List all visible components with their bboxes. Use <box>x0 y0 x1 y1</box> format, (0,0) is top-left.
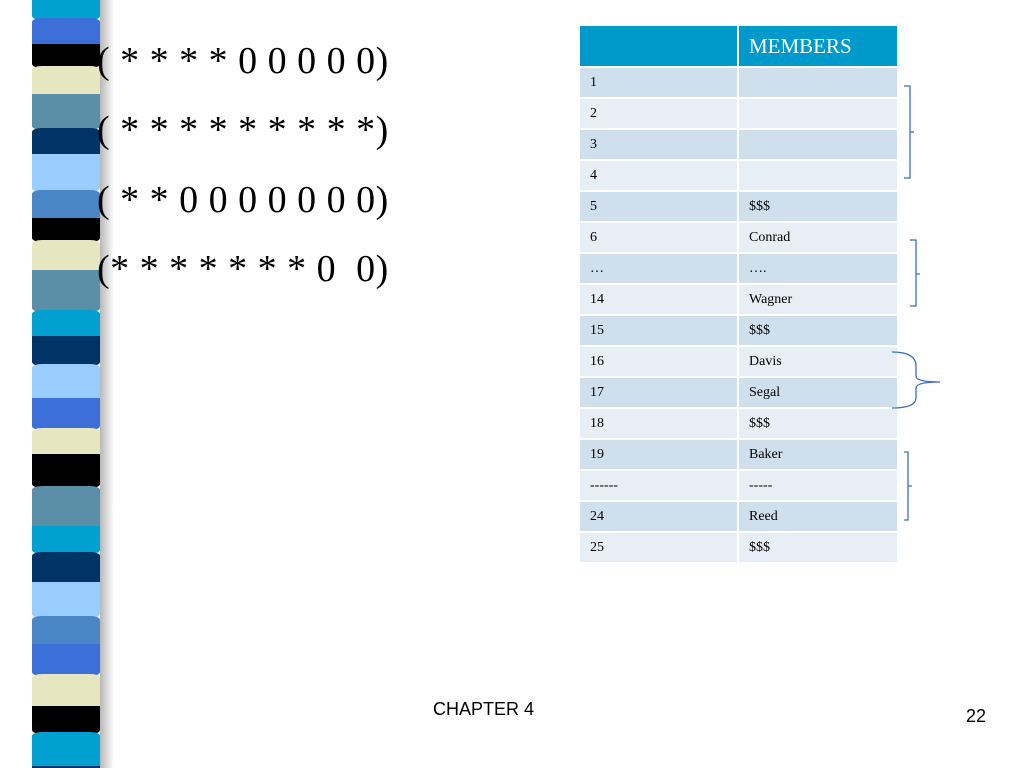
stripe-band <box>32 674 100 708</box>
member-name-cell <box>738 67 898 98</box>
members-table <box>580 26 899 562</box>
decorative-stripe <box>32 0 100 768</box>
header-cell-members: MEMBERS <box>738 26 898 67</box>
grouping-brace <box>904 86 914 178</box>
member-name-cell: Reed <box>738 501 898 532</box>
member-name-cell: Davis <box>738 346 898 377</box>
member-name-cell: …. <box>738 253 898 284</box>
table-row <box>580 222 898 253</box>
table-row <box>580 160 898 191</box>
table-row <box>580 191 898 222</box>
grouping-brace <box>910 240 920 306</box>
row-number-cell: 16 <box>580 346 738 377</box>
row-number-cell: 24 <box>580 501 738 532</box>
stripe-band <box>32 270 100 312</box>
stripe-band <box>32 310 100 338</box>
member-name-cell: Baker <box>738 439 898 470</box>
row-number-cell: … <box>580 253 738 284</box>
stripe-band <box>32 18 100 46</box>
row-number-cell: 1 <box>580 67 738 98</box>
table-header-row <box>580 26 898 67</box>
code-line: ( * * 0 0 0 0 0 0 0) <box>97 178 389 221</box>
grouping-brace <box>904 452 912 520</box>
member-name-cell: Segal <box>738 377 898 408</box>
code-line: (* * * * * * * 0 0) <box>97 247 389 290</box>
stripe-band <box>32 240 100 272</box>
row-number-cell: 17 <box>580 377 738 408</box>
stripe-band <box>32 706 100 734</box>
row-number-cell: 6 <box>580 222 738 253</box>
stripe-band <box>32 644 100 676</box>
table-row <box>580 408 898 439</box>
stripe-band <box>32 486 100 528</box>
stripe-band <box>32 582 100 618</box>
table-row <box>580 377 898 408</box>
stripe-band <box>32 154 100 192</box>
row-group-braces <box>880 70 960 540</box>
table-row <box>580 253 898 284</box>
stripe-band <box>32 428 100 456</box>
stripe-band <box>32 336 100 366</box>
member-name-cell: Wagner <box>738 284 898 315</box>
table-row <box>580 284 898 315</box>
header-cell-number <box>580 26 738 67</box>
table-row <box>580 129 898 160</box>
stripe-band <box>32 128 100 156</box>
table-row <box>580 470 898 501</box>
stripe-band <box>32 364 100 400</box>
table-row <box>580 346 898 377</box>
stripe-band <box>32 526 100 554</box>
table-row <box>580 315 898 346</box>
table-body <box>580 67 898 562</box>
stripe-band <box>32 454 100 488</box>
member-name-cell: Conrad <box>738 222 898 253</box>
table-row <box>580 439 898 470</box>
row-number-cell: 2 <box>580 98 738 129</box>
member-name-cell <box>738 129 898 160</box>
member-name-cell <box>738 160 898 191</box>
stripe-band <box>32 94 100 130</box>
row-number-cell: 15 <box>580 315 738 346</box>
member-name-cell: $$$ <box>738 191 898 222</box>
stripe-band <box>32 0 100 20</box>
stripe-band <box>32 218 100 242</box>
row-number-cell: 25 <box>580 532 738 562</box>
grouping-brace <box>892 352 940 408</box>
stripe-band <box>32 552 100 584</box>
row-number-cell: 19 <box>580 439 738 470</box>
row-number-cell: 18 <box>580 408 738 439</box>
member-name-cell: $$$ <box>738 532 898 562</box>
row-number-cell: 14 <box>580 284 738 315</box>
stripe-band <box>32 616 100 646</box>
row-number-cell: 3 <box>580 129 738 160</box>
stripe-band <box>32 732 100 768</box>
stripe-band <box>32 44 100 68</box>
member-name-cell: $$$ <box>738 315 898 346</box>
stripe-band <box>32 190 100 220</box>
code-line-list <box>97 38 389 315</box>
code-line: ( * * * * * * * * *) <box>97 109 389 152</box>
footer-chapter-label: CHAPTER 4 <box>433 699 535 719</box>
table-row <box>580 501 898 532</box>
member-name-cell: $$$ <box>738 408 898 439</box>
row-number-cell: 4 <box>580 160 738 191</box>
row-number-cell: ------ <box>580 470 738 501</box>
table-row <box>580 98 898 129</box>
row-number-cell: 5 <box>580 191 738 222</box>
page-number: 22 <box>966 706 987 726</box>
member-name-cell <box>738 98 898 129</box>
code-line: ( * * * * 0 0 0 0 0) <box>97 40 389 82</box>
stripe-band <box>32 66 100 96</box>
member-name-cell: ----- <box>738 470 898 501</box>
stripe-band <box>32 398 100 430</box>
table-row <box>580 67 898 98</box>
table-row <box>580 532 898 562</box>
